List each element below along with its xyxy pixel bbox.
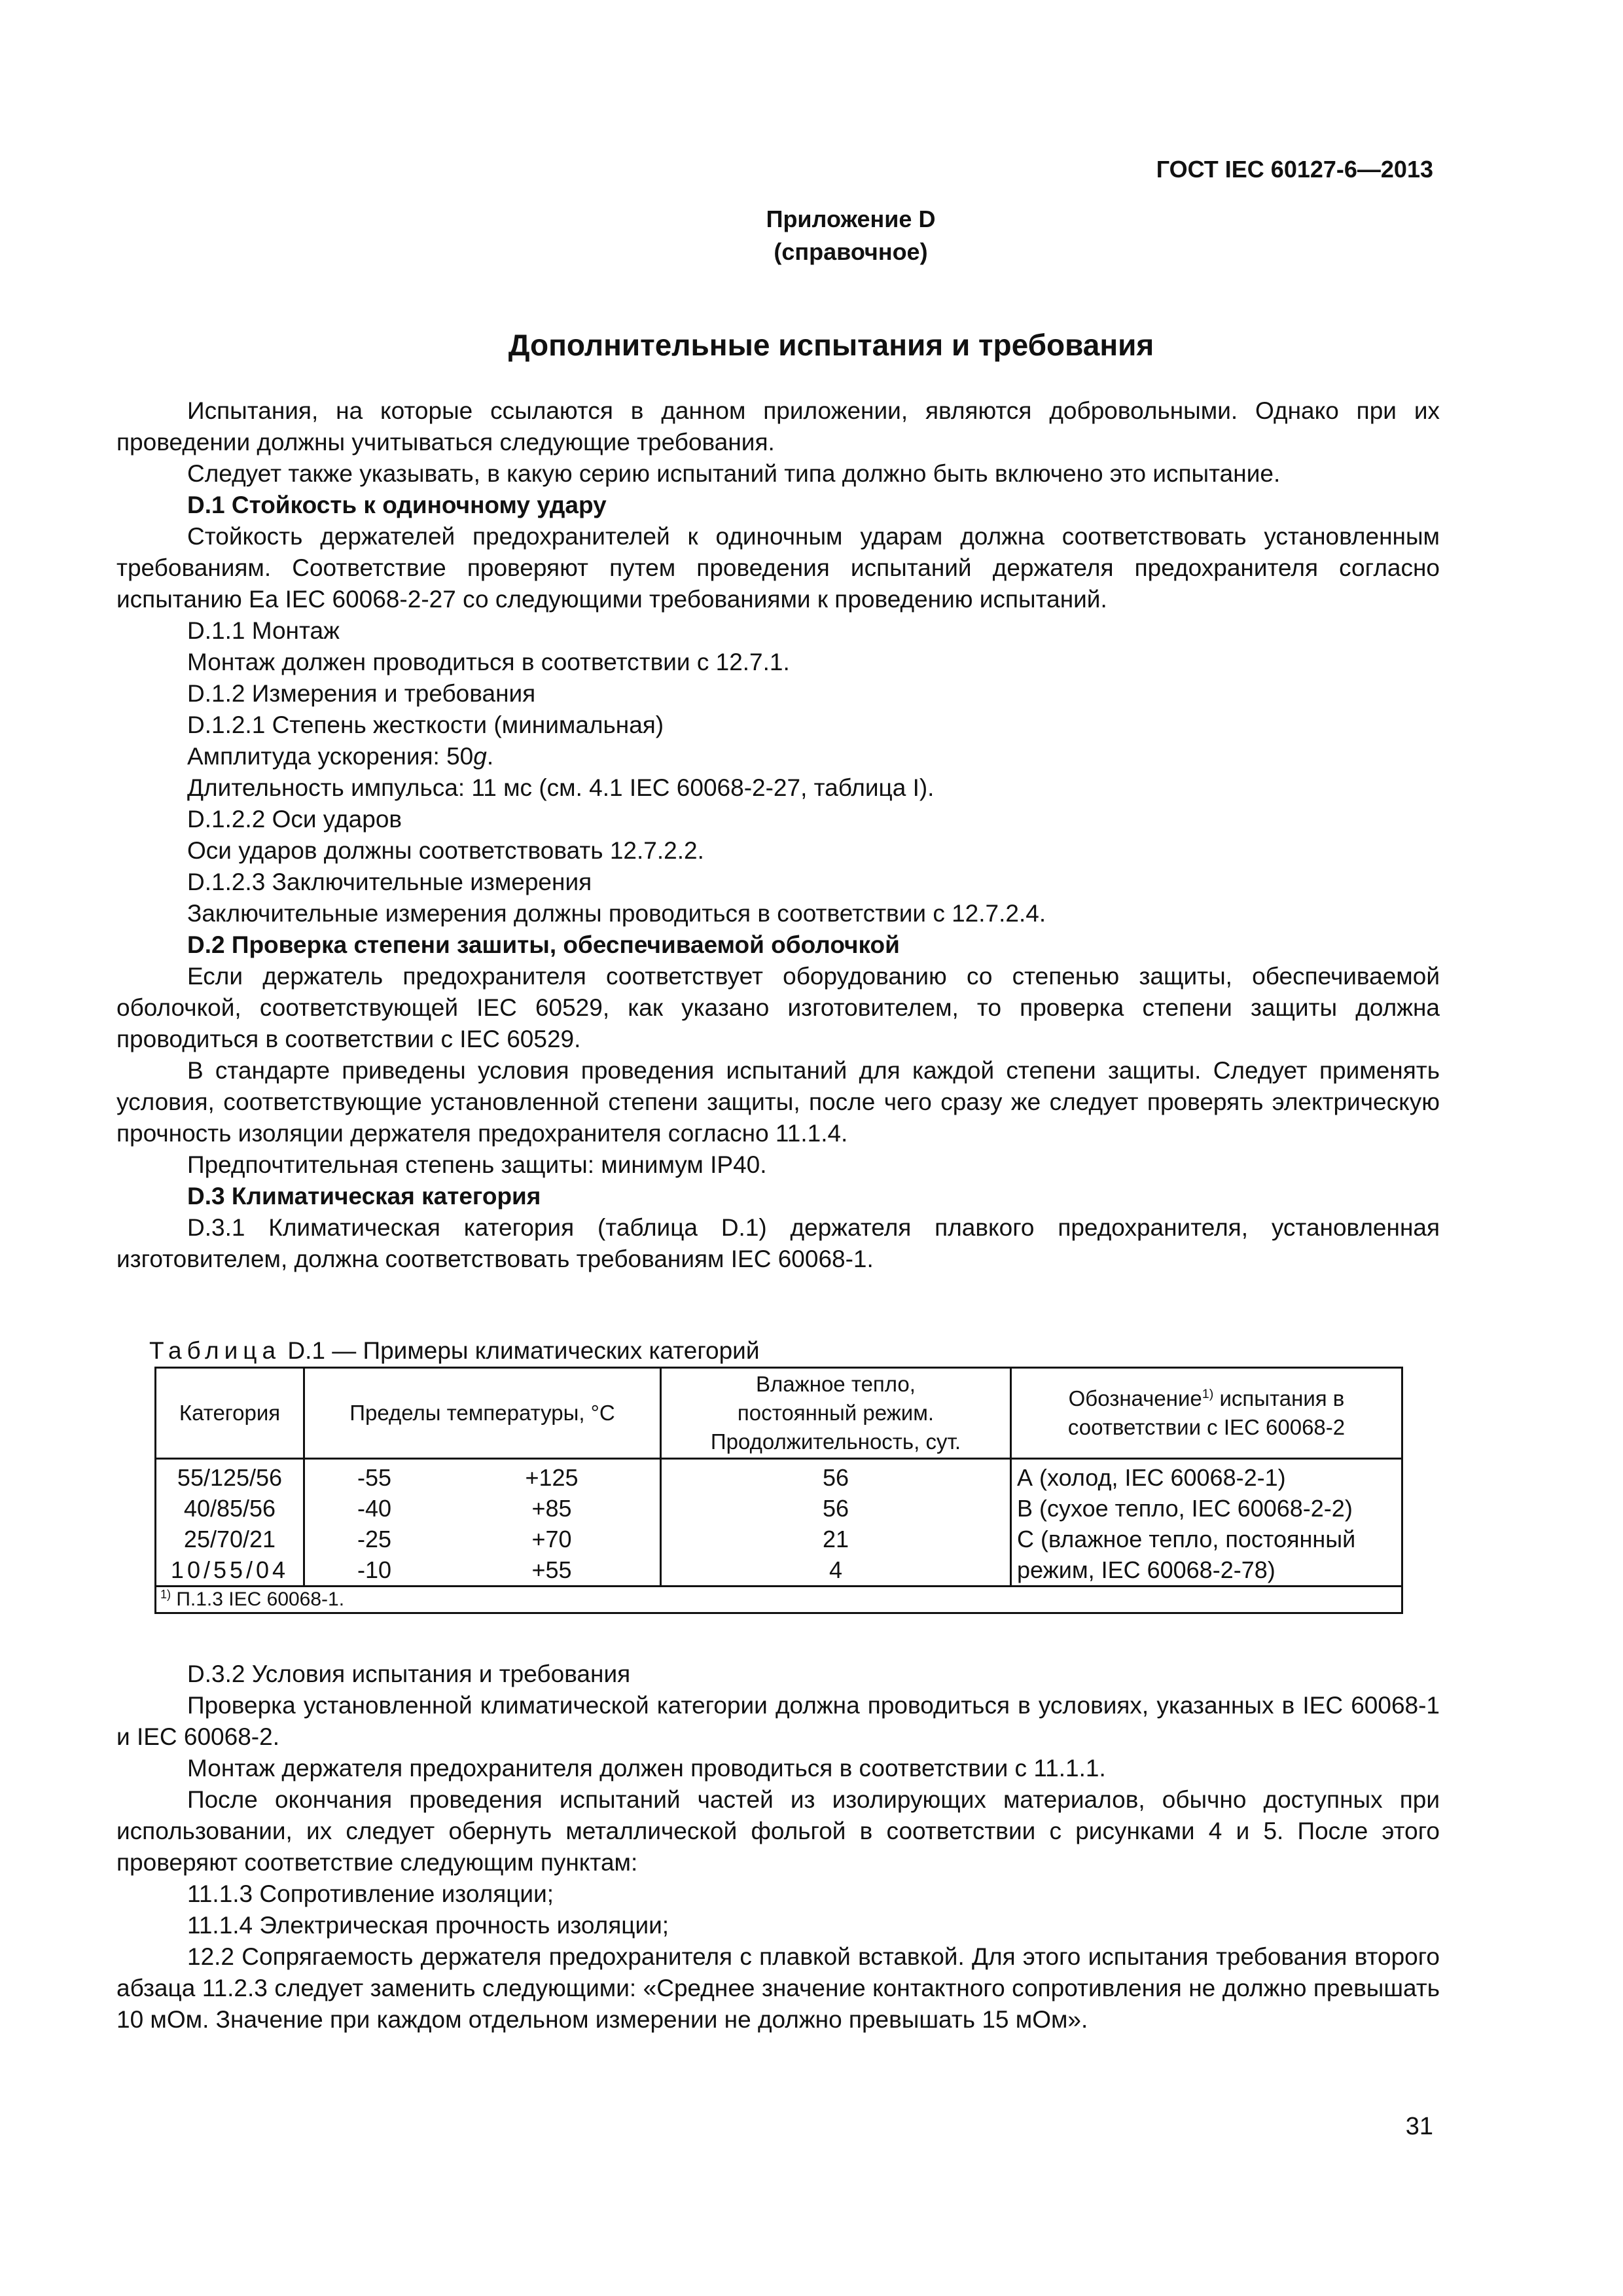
appendix-heading bbox=[0, 203, 1623, 268]
section-d2-paragraph-3: Предпочтительная степень защиты: минимум IP40. bbox=[187, 1151, 767, 1178]
d1-line: Длительность импульса: 11 мс (см. 4.1 IEC 60068-2-27, таблица I). bbox=[187, 774, 935, 801]
cell-test: С (влажное тепло, постоянный bbox=[1011, 1524, 1402, 1554]
section-d2-heading: D.2 Проверка степени зашиты, обеспечиваемой оболочкой bbox=[187, 931, 900, 958]
acceleration-suffix: . bbox=[486, 743, 494, 770]
d1-line: D.1.2.3 Заключительные измерения bbox=[187, 869, 592, 895]
cell-days: 56 bbox=[661, 1493, 1011, 1524]
table-caption-word: Таблица bbox=[149, 1337, 281, 1364]
section-d3-paragraph-1: D.3.1 Климатическая категория (таблица D.1) держателя плавкого предохранителя, установленная изготовителем, должна соответствовать требованиям IEC 60068-1. bbox=[116, 1214, 1440, 1272]
table-row bbox=[156, 1524, 1402, 1554]
climate-categories-table bbox=[154, 1367, 1403, 1614]
standard-code: ГОСТ IEC 60127-6—2013 bbox=[1156, 156, 1433, 183]
d32-heading: D.3.2 Условия испытания и требования bbox=[187, 1660, 631, 1687]
header-category: Категория bbox=[156, 1368, 304, 1459]
cell-test: режим, IEC 60068-2-78) bbox=[1011, 1554, 1402, 1587]
header-designation-line-1 bbox=[1016, 1384, 1397, 1413]
intro-paragraph-1: Испытания, на которые ссылаются в данном приложении, являются добровольными. Однако при их проведении должны учитываться следующие требования. bbox=[116, 397, 1440, 456]
cell-temp-min: -55 bbox=[357, 1464, 392, 1491]
acceleration-text: Амплитуда ускорения: 50 bbox=[187, 743, 474, 770]
cell-days: 4 bbox=[661, 1554, 1011, 1587]
d32-line: Монтаж держателя предохранителя должен проводиться в соответствии с 11.1.1. bbox=[187, 1755, 1106, 1782]
section-d1-heading: D.1 Стойкость к одиночному удару bbox=[187, 492, 607, 518]
d32-paragraph-3: 12.2 Сопрягаемость держателя предохранителя с плавкой вставкой. Для этого испытания требования второго абзаца 11.2.3 следует заменить следующими: «Среднее значение контактного сопротивления не должно превышать 10 мОм. Значение при каждом отдельном измерении не должно превышать 15 мОм». bbox=[116, 1943, 1440, 2033]
d1-line-acceleration bbox=[116, 741, 1440, 772]
cell-temp-max: +70 bbox=[444, 1524, 661, 1554]
d1-line: D.1.1 Монтаж bbox=[187, 617, 340, 644]
table-row bbox=[156, 1493, 1402, 1524]
header-humidity bbox=[661, 1368, 1011, 1459]
cell-temp-min: -10 bbox=[304, 1554, 444, 1587]
page-number: 31 bbox=[1405, 2113, 1433, 2140]
cell-temp-max: +85 bbox=[444, 1493, 661, 1524]
body-text-lower bbox=[116, 1659, 1440, 2036]
header-designation-text-2: испытания в bbox=[1213, 1386, 1345, 1410]
header-designation bbox=[1011, 1368, 1402, 1459]
footnote-mark: 1) bbox=[160, 1588, 171, 1601]
d1-line: Заключительные измерения должны проводиться в соответствии с 12.7.2.4. bbox=[187, 900, 1046, 927]
d32-line: 11.1.4 Электрическая прочность изоляции; bbox=[187, 1912, 669, 1939]
header-humidity-line-1: Влажное тепло, bbox=[756, 1372, 916, 1396]
header-designation-footnote-mark: 1) bbox=[1202, 1387, 1214, 1401]
cell-days: 21 bbox=[661, 1524, 1011, 1554]
table-row bbox=[156, 1554, 1402, 1587]
d1-line: D.1.2.2 Оси ударов bbox=[187, 806, 402, 833]
cell-temp-max: +125 bbox=[444, 1459, 661, 1494]
cell-temp-min: -25 bbox=[357, 1526, 392, 1552]
footnote-text: П.1.3 IEC 60068-1. bbox=[171, 1588, 345, 1610]
cell-temp-min: -40 bbox=[357, 1495, 392, 1522]
acceleration-unit: g bbox=[473, 743, 487, 770]
cell-test: А (холод, IEC 60068-2-1) bbox=[1011, 1459, 1402, 1494]
section-d2-paragraph-1: Если держатель предохранителя соответствует оборудованию со степенью защиты, обеспечиваемой оболочкой, соответствующей IEC 60529, как указано изготовителем, то проверка степени защиты должна проводиться в соответствии с IEC 60529. bbox=[116, 963, 1440, 1052]
body-text-upper bbox=[116, 395, 1440, 1275]
cell-days: 56 bbox=[661, 1459, 1011, 1494]
cell-category: 10/55/04 bbox=[156, 1554, 304, 1587]
intro-paragraph-2: Следует также указывать, в какую серию испытаний типа должно быть включено это испытание. bbox=[187, 460, 1281, 487]
header-humidity-line-2: постоянный режим. bbox=[737, 1401, 935, 1425]
table-row bbox=[156, 1459, 1402, 1494]
cell-category: 55/125/56 bbox=[156, 1459, 304, 1494]
cell-test: В (сухое тепло, IEC 60068-2-2) bbox=[1011, 1493, 1402, 1524]
table-caption-text: D.1 — Примеры климатических категорий bbox=[281, 1337, 760, 1364]
header-temperature: Пределы температуры, °С bbox=[304, 1368, 661, 1459]
appendix-label: Приложение D bbox=[766, 206, 936, 232]
section-d2-paragraph-2: В стандарте приведены условия проведения испытаний для каждой степени защиты. Следует применять условия, соответствующие установленной степени защиты, после чего сразу же следует проверять электрическую прочность изоляции держателя предохранителя согласно 11.1.4. bbox=[116, 1057, 1440, 1147]
d1-line: Монтаж должен проводиться в соответствии с 12.7.1. bbox=[187, 649, 790, 675]
d1-line: Оси ударов должны соответствовать 12.7.2.2. bbox=[187, 837, 704, 864]
cell-category: 25/70/21 bbox=[156, 1524, 304, 1554]
page-title: Дополнительные испытания и требования bbox=[508, 328, 1154, 362]
appendix-kind: (справочное) bbox=[774, 238, 928, 265]
d1-line: D.1.2 Измерения и требования bbox=[187, 680, 536, 707]
d32-paragraph-1: Проверка установленной климатической категории должна проводиться в условиях, указанных в IEC 60068-1 и IEC 60068-2. bbox=[116, 1692, 1440, 1750]
table-footnote-row bbox=[156, 1587, 1402, 1613]
d32-paragraph-2: После окончания проведения испытаний частей из изолирующих материалов, обычно доступных при использовании, их следует обернуть металлической фольгой в соответствии с рисунками 4 и 5. После этого проверяют соответствие следующим пунктам: bbox=[116, 1786, 1440, 1876]
section-d1-text: Стойкость держателей предохранителей к одиночным ударам должна соответствовать установленным требованиям. Соответствие проверяют путем проведения испытаний держателя предохранителя согласно испытанию Ea IEC 60068-2-27 со следующими требованиями к проведению испытаний. bbox=[116, 523, 1440, 613]
header-designation-text: Обозначение bbox=[1068, 1386, 1202, 1410]
table-header-row bbox=[156, 1368, 1402, 1459]
header-humidity-line-3: Продолжительность, сут. bbox=[710, 1429, 961, 1454]
header-designation-line-2: соответствии с IEC 60068-2 bbox=[1067, 1415, 1346, 1439]
table-caption bbox=[149, 1335, 760, 1367]
cell-category: 40/85/56 bbox=[156, 1493, 304, 1524]
table-footnote bbox=[156, 1587, 1402, 1613]
d32-line: 11.1.3 Сопротивление изоляции; bbox=[187, 1880, 554, 1907]
d1-line: D.1.2.1 Степень жесткости (минимальная) bbox=[187, 711, 664, 738]
section-d3-heading: D.3 Климатическая категория bbox=[187, 1183, 541, 1210]
cell-temp-max: +55 bbox=[444, 1554, 661, 1587]
